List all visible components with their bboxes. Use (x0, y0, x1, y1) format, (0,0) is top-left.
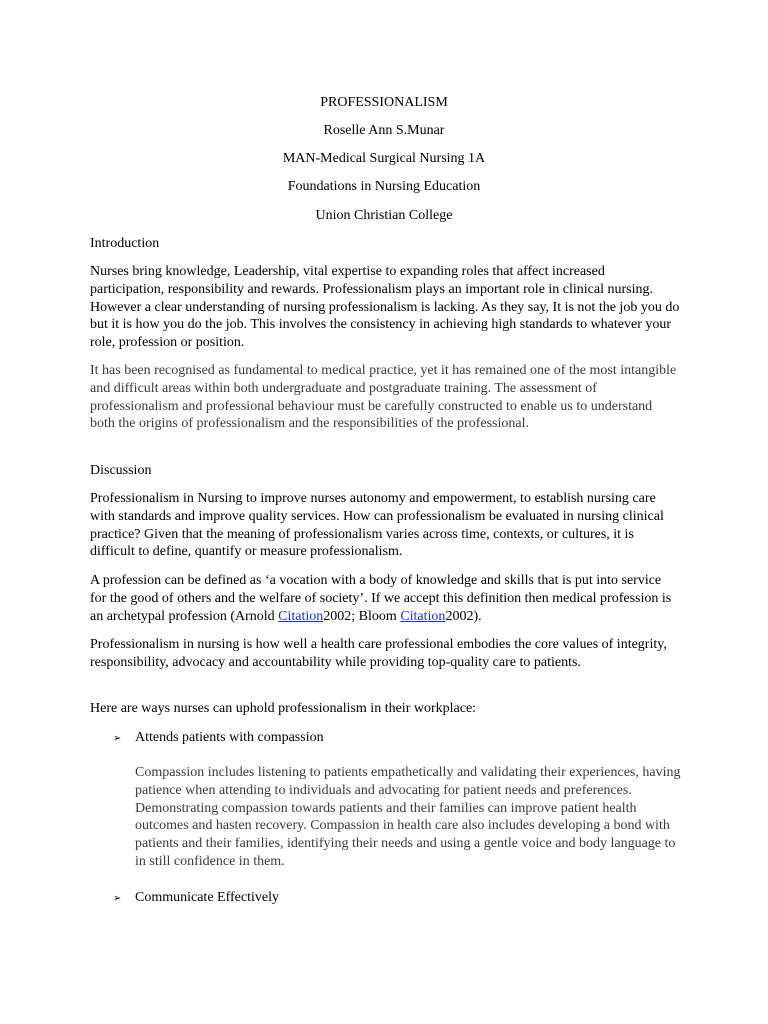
discussion-heading: Discussion (90, 463, 152, 478)
discussion-paragraph-1: Professionalism in Nursing to improve nurses autonomy and empowerment, to establish nursing care with standards and improve quality services. How can professionalism be evaluated in nursing clinical practice? Given that the meaning of professionalism varies across time, contexts, or cultures, it is difficult to define, quantify or measure professionalism. (90, 491, 664, 560)
list-item (113, 889, 279, 907)
introduction-heading: Introduction (90, 236, 160, 251)
citation-link-arnold[interactable]: Citation (278, 608, 324, 624)
program-name: MAN-Medical Surgical Nursing 1A (282, 151, 486, 166)
document-title: PROFESSIONALISM (320, 95, 448, 110)
discussion-paragraph-3: Professionalism in nursing is how well a health care professional embodies the core values of integrity, responsibility, advocacy and accountability while providing top-quality care to patients. (90, 637, 667, 670)
introduction-paragraph-2: It has been recognised as fundamental to medical practice, yet it has remained one of the most intangible and difficult areas within both undergraduate and postgraduate training. The assessment of professionalism and professional behaviour must be carefully constructed to enable us to understand both the origins of professionalism and the responsibilities of the professional. (90, 363, 677, 432)
list-item (113, 729, 324, 747)
bullet-label: Communicate Effectively (135, 890, 279, 905)
paragraph-text: 2002). (445, 608, 482, 624)
introduction-paragraph-1: Nurses bring knowledge, Leadership, vital expertise to expanding roles that affect increased participation, responsibility and rewards. Professionalism plays an important role in clinical nursing. However a clear understanding of nursing professionalism is lacking. As they say, It is not the job you do but it is how you do the job. This involves the consistency in achieving high standards to whatever your role, profession or position. (90, 264, 680, 351)
bullet-description: Compassion includes listening to patients empathetically and validating their experiences, having patience when attending to individuals and advocating for patient needs and preferences. Demonstrating compassion towards patients and their families can improve patient health outcomes and hasten recovery. Compassion in health care also includes developing a bond with patients and their families, identifying their needs and using a gentle voice and body language to in still confidence in them. (135, 765, 681, 869)
bullet-label: Attends patients with compassion (135, 730, 324, 745)
discussion-paragraph-4: Here are ways nurses can uphold professionalism in their workplace: (90, 701, 477, 716)
arrow-bullet-icon: ➢ (113, 733, 122, 744)
discussion-paragraph-2 (90, 572, 680, 625)
citation-link-bloom[interactable]: Citation (400, 608, 446, 624)
arrow-bullet-icon: ➢ (113, 893, 122, 904)
course-name: Foundations in Nursing Education (287, 179, 481, 194)
paragraph-text: 2002; Bloom (323, 608, 401, 624)
school-name: Union Christian College (315, 208, 453, 223)
author-name: Roselle Ann S.Munar (323, 123, 445, 138)
paragraph-text: A profession can be defined as ‘a vocation with a body of knowledge and skills that is put into service for the good of others and the welfare of society’. If we accept this definition then medical profession is an archetypal profession (Arnold (90, 573, 672, 624)
